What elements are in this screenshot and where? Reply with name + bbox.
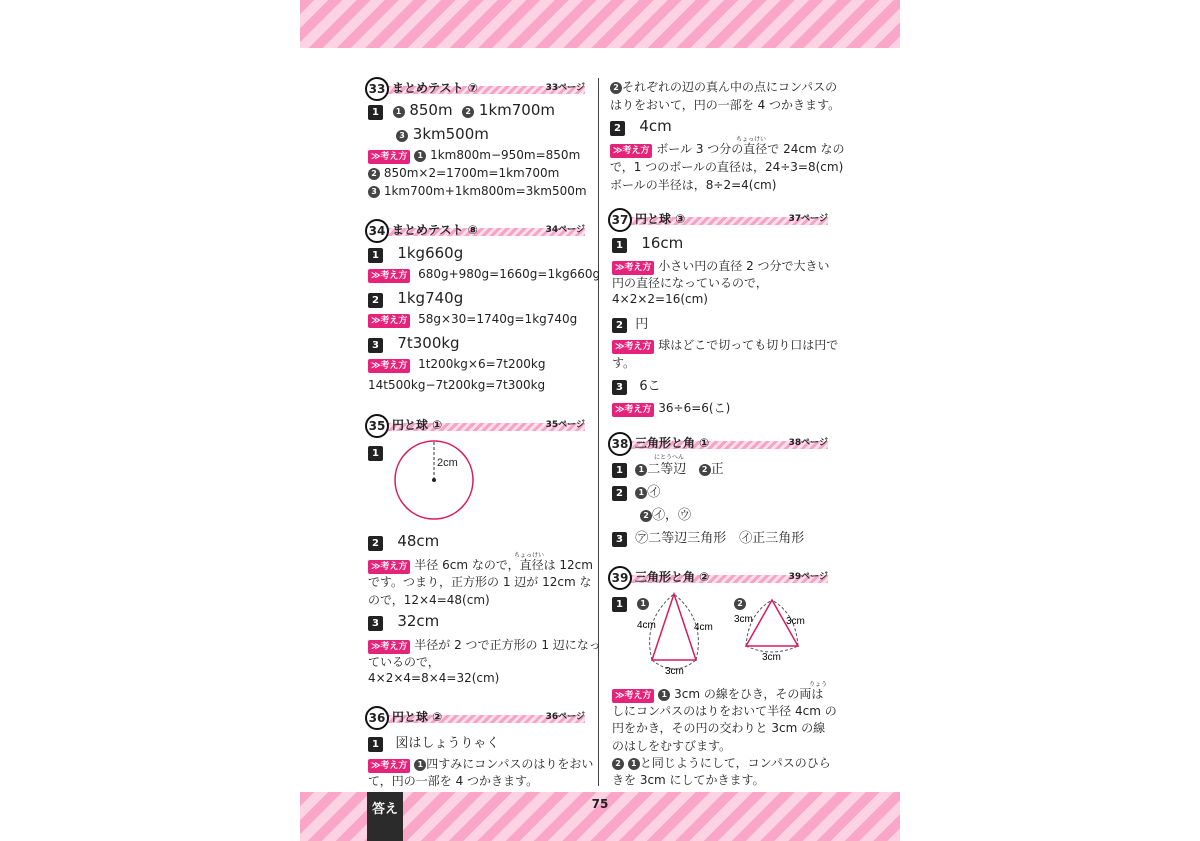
center-point <box>432 478 436 482</box>
side-label-right: 4cm <box>694 622 713 633</box>
answer-39-figure2-number: 2 <box>734 592 746 611</box>
answer-37-1: 1 16cm <box>612 234 683 253</box>
section-page-ref: 33ページ <box>545 83 585 93</box>
side-label-bottom: 3cm <box>665 666 684 677</box>
answer-35-1-number: 1 <box>368 441 383 461</box>
explanation-39-line4: のはしをむすびます。 <box>612 739 732 753</box>
answer-36-1: 1 図はしょうりゃく <box>368 732 499 752</box>
answer-36-2: 2 4cm <box>610 117 672 136</box>
answer-35-2: 2 48cm <box>368 532 439 551</box>
radius-label: 2cm <box>437 457 458 469</box>
side-label-left: 3cm <box>734 614 753 625</box>
page-number: 75 <box>591 797 609 811</box>
section-number: 35 <box>365 414 389 438</box>
explanation-34-1: ≫考え方 680g+980g=1660g=1kg660g <box>368 267 600 283</box>
answer-39-1-number: 1 1 <box>612 592 649 612</box>
section-33-header <box>365 77 589 99</box>
explanation-35-3-line3: 4×2×4=8×4=32(cm) <box>368 671 500 685</box>
explanation-36-1-line2: て，円の一部を 4 つかきます。 <box>368 774 539 788</box>
explanation-35-2-line3: ので，12×4=48(cm) <box>368 593 490 607</box>
circle-figure <box>392 438 476 522</box>
explanation-39-line1: ≫考え方 1 3cm の線をひき，その両は <box>612 685 823 703</box>
section-38-header <box>608 432 832 454</box>
top-stripe-band <box>300 0 900 48</box>
section-title: 円と球 ③ <box>635 212 686 226</box>
explanation-35-2-line2: です。つまり，正方形の 1 辺が 12cm な <box>368 575 592 589</box>
section-number: 37 <box>608 208 632 232</box>
explanation-37-3: ≫考え方 36÷6=6(こ) <box>612 399 730 417</box>
answer-34-2: 2 1kg740g <box>368 289 463 308</box>
section-number: 38 <box>608 432 632 456</box>
explanation-39-line2: しにコンパスのはりをおいて半径 4cm の <box>612 704 837 718</box>
section-title: まとめテスト ⑦ <box>392 81 478 95</box>
section-34-header <box>365 219 589 241</box>
answers-tab: 答え <box>367 792 403 841</box>
explanation-36-1-line3: 2 それぞれの辺の真ん中の点にコンパスの <box>610 78 837 95</box>
section-number: 34 <box>365 219 389 243</box>
section-title: 三角形と角 ① <box>635 436 710 450</box>
explanation-36-1-line1: ≫考え方 1 四すみにコンパスのはりをおい <box>368 755 593 773</box>
ruby-nitouhen: にとうへん <box>654 454 685 461</box>
explanation-37-2-line1: ≫考え方 球はどこで切っても切り口は円で <box>612 336 838 354</box>
section-37-header <box>608 208 832 230</box>
section-title: 円と球 ② <box>392 710 443 724</box>
explanation-39-line6: きを 3cm にしてかきます。 <box>612 773 765 787</box>
explanation-33-line1: ≫考え方 1 1km800m−950m=850m <box>368 148 580 164</box>
explanation-39-line5: 2 1 と同じようにして，コンパスのひら <box>612 754 831 771</box>
answer-34-3: 3 7t300kg <box>368 334 460 353</box>
explanation-37-1-line2: 円の直径になっているので， <box>612 276 768 290</box>
explanation-35-3-line1: ≫考え方 半径が 2 つで正方形の 1 辺になっ <box>368 636 601 654</box>
answer-38-3: 3 ㋐二等辺三角形 ㋑正三角形 <box>612 527 804 547</box>
explanation-36-1-line4: はりをおいて，円の一部を 4 つかきます。 <box>610 98 841 112</box>
answer-33-1: 1 1 850m 2 1km700m <box>368 101 555 120</box>
column-divider <box>598 78 599 786</box>
ruby-chokkei-2: ちょっけい <box>736 136 767 143</box>
section-page-ref: 36ページ <box>545 712 585 722</box>
section-title: まとめテスト ⑧ <box>392 223 478 237</box>
explanation-34-3-line1: ≫考え方 1t200kg×6=7t200kg <box>368 357 545 373</box>
section-page-ref: 38ページ <box>788 438 828 448</box>
explanation-35-3-line2: ているので， <box>368 655 440 669</box>
explanation-37-1-line3: 4×2×2=16(cm) <box>612 292 708 306</box>
triangle-figure-1 <box>632 590 722 678</box>
section-title: 円と球 ① <box>392 418 443 432</box>
section-title: 三角形と角 ② <box>635 570 710 584</box>
explanation-33-line3: 3 1km700m+1km800m=3km500m <box>368 184 587 198</box>
explanation-37-1-line1: ≫考え方 小さい円の直径 2 つ分で大きい <box>612 257 830 275</box>
answer-33-1-part3: 3 3km500m <box>396 125 489 143</box>
triangle-outline <box>652 594 696 660</box>
answer-38-2-line2: 2 ㋑，㋒ <box>640 504 691 523</box>
section-page-ref: 39ページ <box>788 572 828 582</box>
section-number: 33 <box>365 77 389 101</box>
explanation-34-3-line2: 14t500kg−7t200kg=7t300kg <box>368 378 546 392</box>
explanation-39-line3: 円をかき，その円の交わりと 3cm の線 <box>612 721 826 735</box>
section-number: 36 <box>365 706 389 730</box>
section-page-ref: 34ページ <box>545 225 585 235</box>
triangle-figure-2 <box>732 596 812 662</box>
answer-38-1: 1 1 二等辺 2 正 <box>612 458 724 478</box>
explanation-36-2-line2: で，1 つのボールの直径は，24÷3=8(cm) <box>610 160 844 174</box>
section-39-header <box>608 566 832 588</box>
ruby-ryou: りょう <box>809 681 828 688</box>
explanation-36-2-line3: ボールの半径は，8÷2=4(cm) <box>610 178 777 192</box>
explanation-37-2-line2: す。 <box>612 356 636 370</box>
section-page-ref: 35ページ <box>545 420 585 430</box>
explanation-33-line2: 2 850m×2=1700m=1km700m <box>368 166 559 180</box>
explanation-36-2-line1: ≫考え方 ボール 3 つ分の直径で 24cm なの <box>610 140 844 158</box>
answer-35-3: 3 32cm <box>368 612 439 631</box>
section-number: 39 <box>608 566 632 590</box>
answer-38-2-line1: 2 1 ㋑ <box>612 481 660 501</box>
section-36-header <box>365 706 589 728</box>
ruby-chokkei: ちょっけい <box>514 552 545 559</box>
section-35-header <box>365 414 589 436</box>
explanation-34-2: ≫考え方 58g×30=1740g=1kg740g <box>368 312 577 328</box>
side-label-left: 4cm <box>637 620 656 631</box>
section-page-ref: 37ページ <box>788 214 828 224</box>
explanation-35-2-line1: ≫考え方 半径 6cm なので，直径は 12cm <box>368 556 593 574</box>
answer-37-3: 3 6こ <box>612 375 661 395</box>
answer-34-1: 1 1kg660g <box>368 244 463 263</box>
side-label-right: 3cm <box>786 616 805 627</box>
answer-37-2: 2 円 <box>612 313 648 333</box>
side-label-bottom: 3cm <box>762 652 781 662</box>
